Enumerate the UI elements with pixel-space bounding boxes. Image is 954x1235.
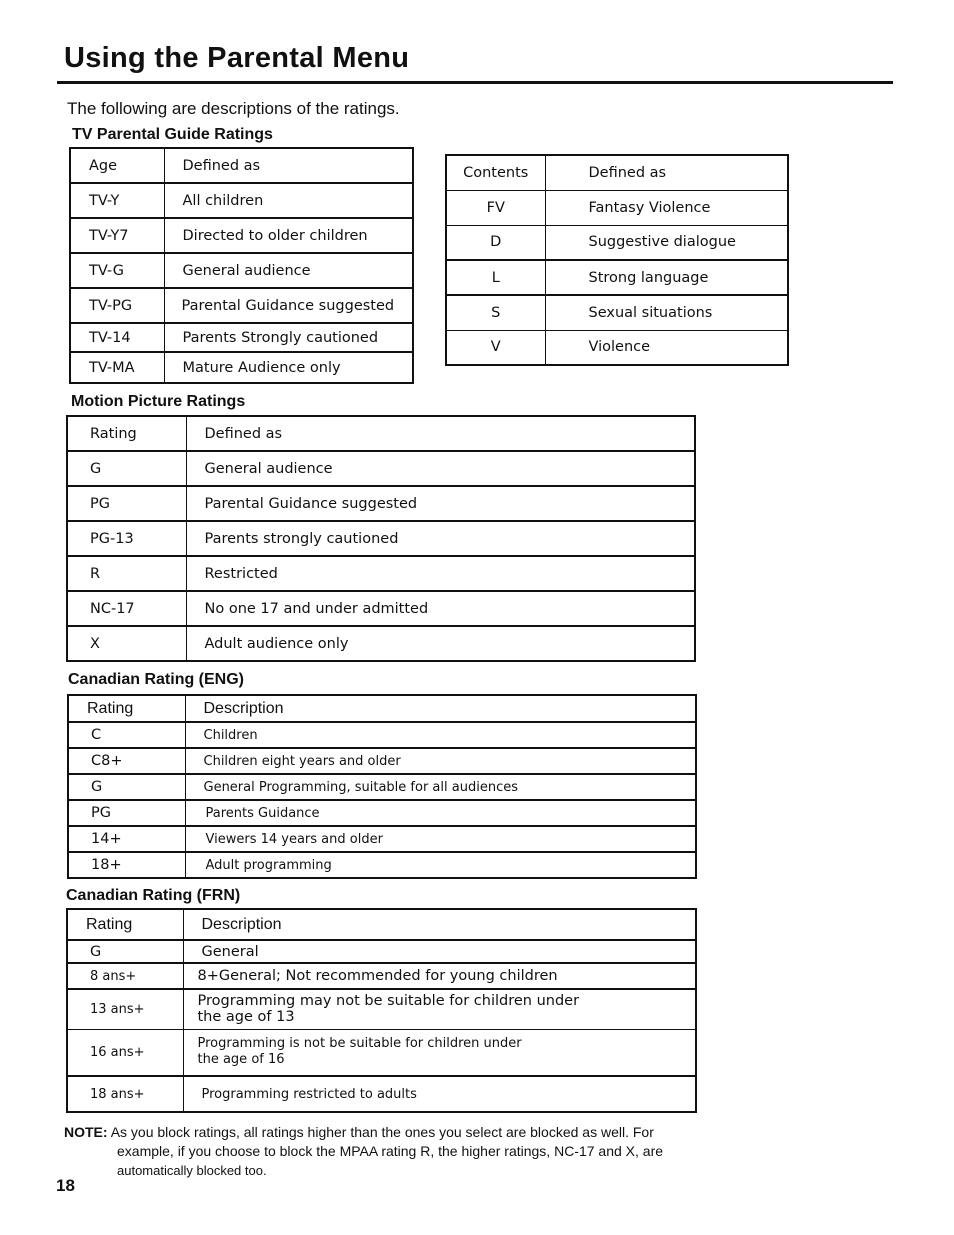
rating-code: TV-PG [70,288,164,323]
rating-code: NC-17 [67,591,186,626]
rating-desc-line: the age of 13 [197,1009,295,1026]
rating-code: 14+ [68,826,185,852]
rating-desc: Parental Guidance suggested [186,486,695,521]
table-row [67,486,695,521]
table-header-row [67,909,696,940]
rating-code: X [67,626,186,661]
content-desc: Sexual situations [545,295,788,330]
header-cell: Defined as [186,416,695,451]
rating-desc: Mature Audience only [164,352,413,383]
rating-code: 13 ans+ [67,989,183,1029]
table-header-row [70,148,413,183]
title-divider [57,81,893,84]
rating-code: C [68,722,185,748]
rating-desc [183,1029,696,1076]
header-cell: Age [70,148,164,183]
rating-desc: Parental Guidance suggested [164,288,413,323]
content-desc: Fantasy Violence [545,190,788,225]
rating-code: TV-MA [70,352,164,383]
table-row [68,748,696,774]
table-row [67,451,695,486]
table-row [70,323,413,352]
rating-desc: Restricted [186,556,695,591]
content-code: S [446,295,545,330]
table-row [67,521,695,556]
table-row [446,330,788,365]
table-row [68,722,696,748]
table-row [70,352,413,383]
rating-code: TV-14 [70,323,164,352]
table-row [67,1076,696,1112]
rating-desc: 8+General; Not recommended for young children [183,963,696,989]
rating-code: G [67,451,186,486]
rating-code: 8 ans+ [67,963,183,989]
rating-code: R [67,556,186,591]
rating-desc: Adult audience only [186,626,695,661]
rating-desc: Children [185,722,696,748]
rating-code: 18+ [68,852,185,878]
table-row [67,556,695,591]
header-cell: Defined as [164,148,413,183]
content-code: FV [446,190,545,225]
header-cell: Description [185,695,696,722]
tv-parental-table [69,147,414,384]
table-row [446,190,788,225]
rating-code: C8+ [68,748,185,774]
table-row [70,253,413,288]
header-cell: Rating [67,416,186,451]
rating-desc: General Programming, suitable for all audiences [185,774,696,800]
rating-code: PG-13 [67,521,186,556]
motion-picture-heading: Motion Picture Ratings [71,393,246,410]
header-cell: Rating [68,695,185,722]
table-row [70,218,413,253]
rating-desc: General [183,940,696,963]
canadian-frn-heading: Canadian Rating (FRN) [66,887,241,904]
rating-desc: All children [164,183,413,218]
note-line: As you block ratings, all ratings higher than the ones you select are blocked as well. For [110,1124,654,1140]
table-row [67,1029,696,1076]
rating-desc: Programming restricted to adults [183,1076,696,1112]
rating-code: G [68,774,185,800]
rating-desc: No one 17 and under admitted [186,591,695,626]
rating-desc: Parents Guidance [185,800,696,826]
content-desc: Suggestive dialogue [545,225,788,260]
table-row [446,260,788,295]
rating-code: 18 ans+ [67,1076,183,1112]
table-row [67,963,696,989]
rating-desc: Directed to older children [164,218,413,253]
rating-desc: Adult programming [185,852,696,878]
table-row [70,288,413,323]
page-number: 18 [56,1176,75,1195]
content-code: V [446,330,545,365]
table-row [446,225,788,260]
contents-table [445,154,789,366]
rating-code: G [67,940,183,963]
table-header-row [67,416,695,451]
table-row [67,626,695,661]
rating-code: TV-Y [70,183,164,218]
rating-code: 16 ans+ [67,1029,183,1076]
table-row [446,295,788,330]
canadian-frn-table [66,908,697,1113]
rating-desc: Viewers 14 years and older [185,826,696,852]
rating-desc: General audience [164,253,413,288]
note-line: example, if you choose to block the MPAA rating R, the higher ratings, NC-17 and X, are [117,1143,664,1159]
tv-parental-heading: TV Parental Guide Ratings [72,126,273,143]
note [64,1123,764,1180]
table-row [67,940,696,963]
rating-desc-line: Programming may not be suitable for children under [197,993,580,1010]
note-label: NOTE: [64,1124,108,1140]
rating-desc [183,989,696,1029]
table-row [68,800,696,826]
header-cell: Defined as [545,155,788,190]
rating-desc-line: the age of 16 [197,1052,285,1068]
header-cell: Contents [446,155,545,190]
rating-code: PG [68,800,185,826]
canadian-eng-table [67,694,697,879]
rating-code: PG [67,486,186,521]
intro-text: The following are descriptions of the ratings. [67,99,400,118]
motion-picture-table [66,415,696,662]
table-row [68,852,696,878]
rating-desc: General audience [186,451,695,486]
canadian-eng-heading: Canadian Rating (ENG) [68,671,245,688]
rating-desc: Parents strongly cautioned [186,521,695,556]
content-code: D [446,225,545,260]
table-row [67,591,695,626]
rating-desc: Parents Strongly cautioned [164,323,413,352]
rating-code: TV-G [70,253,164,288]
content-desc: Violence [545,330,788,365]
table-row [70,183,413,218]
table-row [68,774,696,800]
header-cell: Rating [67,909,183,940]
note-line: automatically blocked too. [117,1163,267,1178]
table-header-row [446,155,788,190]
header-cell: Description [183,909,696,940]
content-desc: Strong language [545,260,788,295]
rating-desc: Children eight years and older [185,748,696,774]
rating-desc-line: Programming is not be suitable for children under [197,1036,522,1052]
table-row [68,826,696,852]
table-row [67,989,696,1029]
rating-code: TV-Y7 [70,218,164,253]
page-title: Using the Parental Menu [64,42,410,74]
content-code: L [446,260,545,295]
table-header-row [68,695,696,722]
